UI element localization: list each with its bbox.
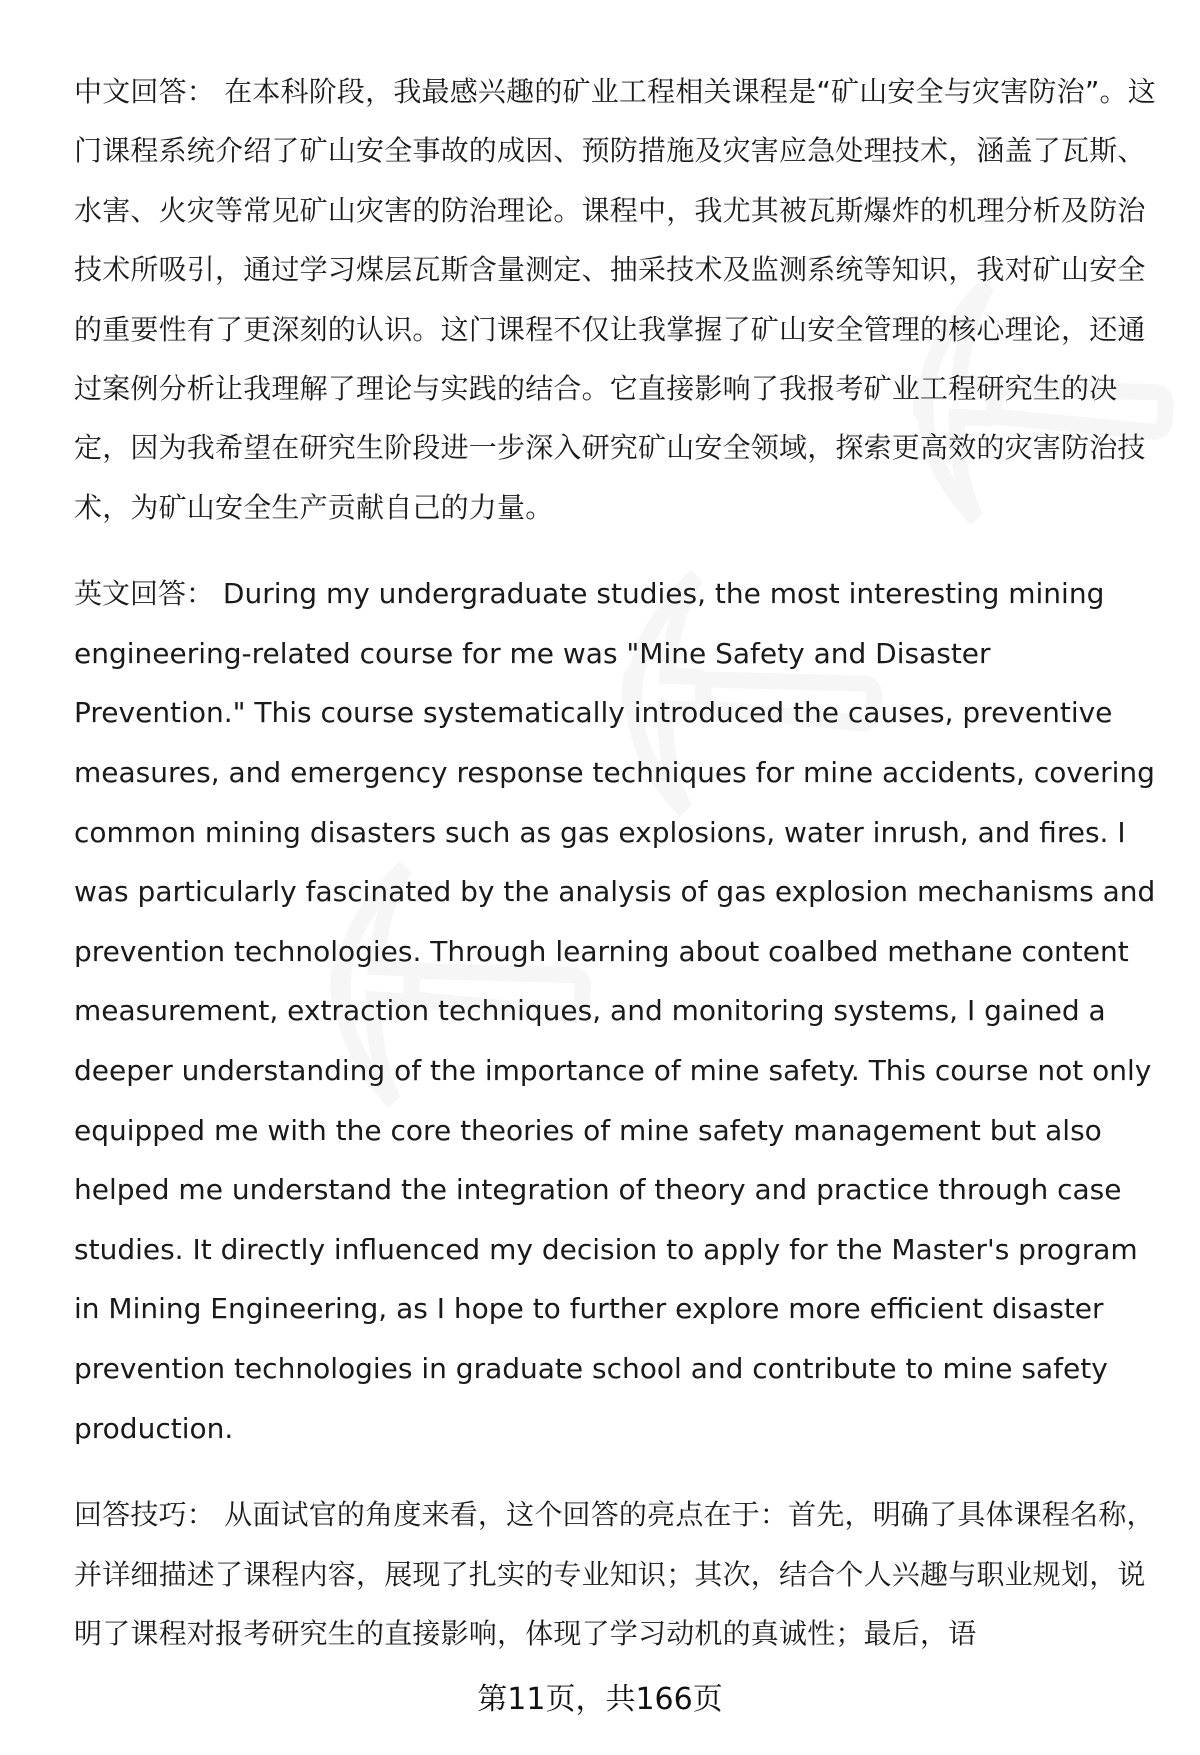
english-answer-text: During my undergraduate studies, the most interesting mining engineering-related course for me was "Mine Safety and Disaster Prevention." This course systematically introduced the causes, preventive measures, and emergency response techniques for mine accidents, covering common mining disasters such as gas explosions, water inrush, and fires. I was particularly fascinated by the analysis of gas explosion mechanisms and prevention technologies. Through learning about coalbed methane content measurement, extraction techniques, and monitoring systems, I gained a deeper understanding of the importance of mine safety. This course not only equipped me with the core theories of mine safety management but also helped me understand the integration of theory and practice through case studies. It directly influenced my decision to apply for the Master's program in Mining Engineering, as I hope to further explore more efficient disaster prevention technologies in graduate school and contribute to mine safety production.: [74, 577, 1156, 1445]
page-number-footer: 第11页，共166页: [477, 1682, 723, 1717]
english-answer-paragraph: [74, 564, 1162, 1458]
english-answer-label: 英文回答：: [74, 577, 215, 611]
answer-tips-label: 回答技巧：: [74, 1498, 216, 1532]
answer-tips-text: 从面试官的角度来看，这个回答的亮点在于：首先，明确了具体课程名称，并详细描述了课程内容，展现了扎实的专业知识；其次，结合个人兴趣与职业规划，说明了课程对报考研究生的直接影响，体现了学习动机的真诚性；最后，语: [74, 1498, 1155, 1650]
chinese-answer-label: 中文回答：: [74, 75, 216, 108]
answer-tips-paragraph: [74, 1485, 1162, 1663]
document-content: [74, 62, 1162, 1690]
chinese-answer-paragraph: [74, 62, 1162, 537]
chinese-answer-text: 在本科阶段，我最感兴趣的矿业工程相关课程是“矿山安全与灾害防治”。这门课程系统介绍了矿山安全事故的成因、预防措施及灾害应急处理技术，涵盖了瓦斯、水害、火灾等常见矿山灾害的防治理论。课程中，我尤其被瓦斯爆炸的机理分析及防治技术所吸引，通过学习煤层瓦斯含量测定、抽采技术及监测系统等知识，我对矿山安全的重要性有了更深刻的认识。这门课程不仅让我掌握了矿山安全管理的核心理论，还通过案例分析让我理解了理论与实践的结合。它直接影响了我报考矿业工程研究生的决定，因为我希望在研究生阶段进一步深入研究矿山安全领域，探索更高效的灾害防治技术，为矿山安全生产贡献自己的力量。: [74, 75, 1156, 524]
